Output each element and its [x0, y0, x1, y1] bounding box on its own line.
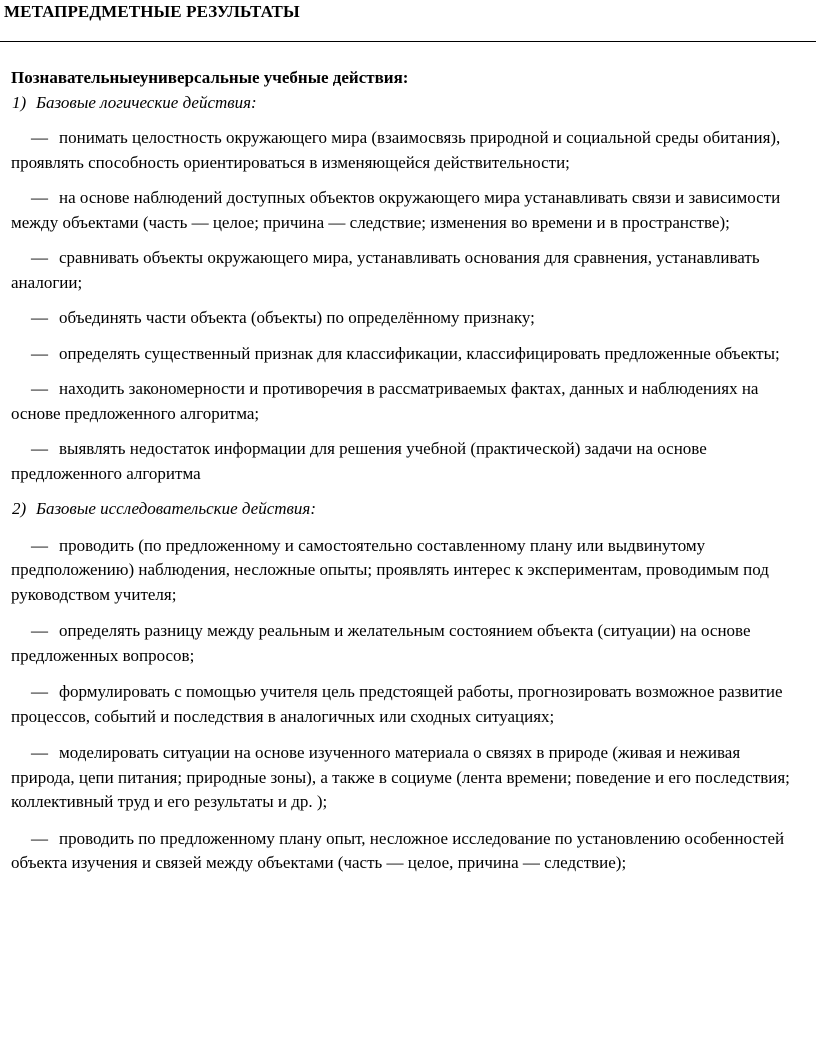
dash-marker: —	[31, 343, 48, 363]
dash-marker: —	[31, 743, 48, 762]
dash-marker: —	[31, 439, 48, 458]
dash-marker: —	[31, 248, 48, 267]
list-item	[11, 126, 806, 175]
subsection-title: Базовые исследовательские действия:	[36, 499, 316, 518]
list-item-text: на основе наблюдений доступных объектов окружающего мира устанавливать связи и зависимости между объектами (часть — целое; причина — следствие; изменения во времени и в пространстве);	[11, 188, 781, 232]
list-item	[11, 246, 806, 295]
page-title: МЕТАПРЕДМЕТНЫЕ РЕЗУЛЬТАТЫ	[4, 2, 300, 21]
dash-marker: —	[31, 308, 48, 327]
list-item-text: объединять части объекта (объекты) по определённому признаку;	[59, 308, 535, 327]
list-item-text: сравнивать объекты окружающего мира, устанавливать основания для сравнения, устанавливать аналогии;	[11, 248, 760, 292]
list-item	[11, 342, 806, 367]
list-item	[11, 377, 806, 426]
list-item	[11, 437, 806, 486]
dash-marker: —	[31, 188, 48, 207]
document-body	[11, 66, 806, 876]
list-item-text: понимать целостность окружающего мира (взаимосвязь природной и социальной среды обитания), проявлять способность ориентироваться в изменяющейся действительности;	[11, 128, 781, 172]
list-item	[11, 186, 806, 235]
list-item-text: выявлять недостаток информации для решения учебной (практической) задачи на основе предложенного алгоритма	[11, 439, 707, 483]
list-item-text: моделировать ситуации на основе изученного материала о связях в природе (живая и неживая природа, цепи питания; природные зоны), а также в социуме (лента времени; поведение и его последствия; коллективный труд и его результаты и др. );	[11, 743, 790, 811]
dash-marker: —	[31, 682, 48, 701]
subsection-number: 2)	[12, 499, 27, 518]
title-divider	[0, 41, 816, 42]
subsection-number: 1)	[12, 92, 27, 112]
dash-marker: —	[31, 535, 48, 555]
dash-marker: —	[31, 621, 48, 640]
dash-marker: —	[31, 128, 48, 147]
subsection-title: Базовые логические действия:	[36, 92, 257, 112]
list-item-text: формулировать с помощью учителя цель предстоящей работы, прогнозировать возможное развитие процессов, событий и последствия в аналогичных или сходных ситуациях;	[11, 682, 783, 726]
list-item	[11, 534, 806, 608]
list-item	[11, 680, 806, 729]
list-item-text: определять существенный признак для классификации, классифицировать предложенные объекты;	[59, 343, 780, 363]
section-heading: Познавательныеуниверсальные учебные действия:	[11, 68, 409, 87]
list-item	[11, 827, 806, 876]
list-item	[11, 741, 806, 815]
list-item	[11, 619, 806, 668]
list-item-text: находить закономерности и противоречия в рассматриваемых фактах, данных и наблюдениях на основе предложенного алгоритма;	[11, 379, 759, 423]
subsection-heading-research	[11, 497, 806, 522]
list-item	[11, 306, 806, 331]
subsection-heading-logical	[11, 91, 806, 116]
list-item-text: определять разницу между реальным и желательным состоянием объекта (ситуации) на основе предложенных вопросов;	[11, 621, 751, 665]
dash-marker: —	[31, 828, 48, 848]
list-item-text: проводить по предложенному плану опыт, несложное исследование по установлению особенностей объекта изучения и связей между объектами (часть — целое, причина — следствие);	[11, 828, 785, 872]
dash-marker: —	[31, 379, 48, 398]
list-item-text: проводить (по предложенному и самостоятельно составленному плану или выдвинутому предположению) наблюдения, несложные опыты; проявлять интерес к экспериментам, проводимым под руководством учителя;	[11, 535, 769, 604]
